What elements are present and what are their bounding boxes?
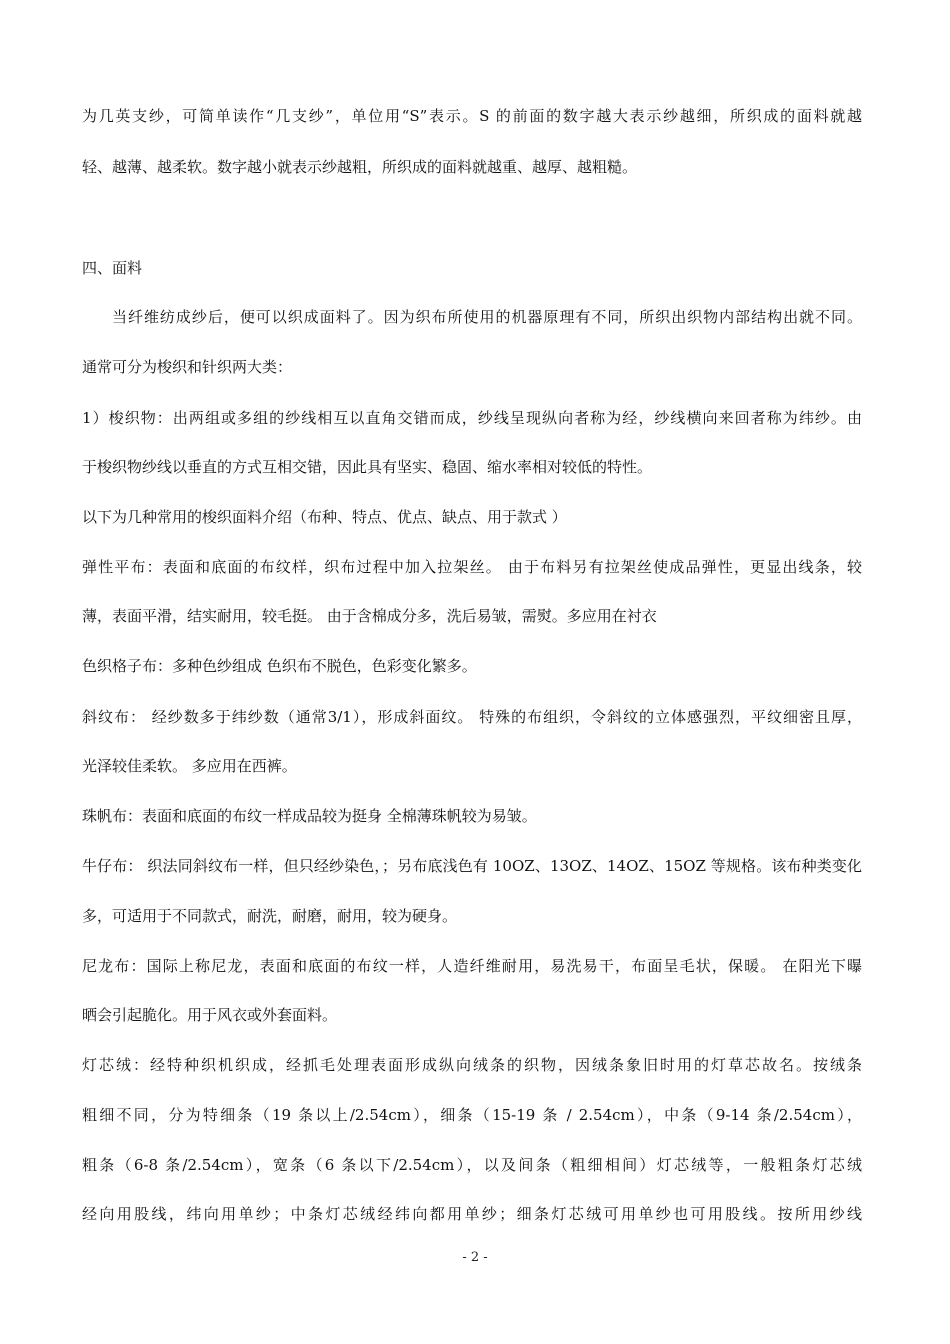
paragraph-line: 斜纹布： 经纱数多于纬纱数（通常3/1），形成斜面纹。 特殊的布组织，令斜纹的立体感强烈，平纹细密且厚， xyxy=(82,708,862,726)
paragraph-line: 多，可适用于不同款式，耐洗，耐磨，耐用，较为硬身。 xyxy=(82,907,458,925)
paragraph-line: 以下为几种常用的梭织面料介绍（布种、特点、优点、缺点、用于款式 ） xyxy=(82,508,567,526)
paragraph-line: 为几英支纱，可简单读作“几支纱”，单位用“S”表示。S 的前面的数字越大表示纱越细，所织成的面料就越 xyxy=(82,107,862,125)
paragraph-line: 色织格子布：多种色纱组成 色织布不脱色，色彩变化繁多。 xyxy=(82,657,477,675)
paragraph-line: 牛仔布： 织法同斜纹布一样，但只经纱染色，；另布底浅色有 10OZ、13OZ、14OZ、15OZ 等规格。该布种类变化 xyxy=(82,857,862,875)
paragraph-line: 经向用股线，纬向用单纱；中条灯芯绒经纬向都用单纱；细条灯芯绒可用单纱也可用股线。按所用纱线 xyxy=(82,1205,862,1223)
paragraph-line: 轻、越薄、越柔软。数字越小就表示纱越粗，所织成的面料就越重、越厚、越粗糙。 xyxy=(82,158,638,176)
paragraph-line: 光泽较佳柔软。 多应用在西裤。 xyxy=(82,757,297,775)
paragraph-line: 晒会引起脆化。用于风衣或外套面料。 xyxy=(82,1006,338,1024)
paragraph-line: 珠帆布：表面和底面的布纹一样成品较为挺身 全棉薄珠帆较为易皱。 xyxy=(82,807,537,825)
paragraph-line: 粗条（6-8 条/2.54cm），宽条（6 条以下/2.54cm），以及间条（粗细相间）灯芯绒等，一般粗条灯芯绒 xyxy=(82,1156,862,1174)
page-number: - 2 - xyxy=(462,1250,488,1265)
paragraph-line: 通常可分为梭织和针织两大类： xyxy=(82,358,293,376)
paragraph-line: 粗细不同，分为特细条（19 条以上/2.54cm），细条（15-19 条 / 2.54cm），中条（9-14 条/2.54cm）， xyxy=(82,1106,862,1124)
paragraph-line: 于梭织物纱线以垂直的方式互相交错，因此具有坚实、稳固、缩水率相对较低的特性。 xyxy=(82,458,653,476)
paragraph-line: 弹性平布：表面和底面的布纹样，织布过程中加入拉架丝。 由于布料另有拉架丝使成品弹性，更显出线条，较 xyxy=(82,558,862,576)
paragraph-line: 灯芯绒：经特种织机织成，经抓毛处理表面形成纵向绒条的织物，因绒条象旧时用的灯草芯故名。按绒条 xyxy=(82,1056,862,1074)
section-heading: 四、面料 xyxy=(82,259,143,277)
paragraph-line: 当纤维纺成纱后，便可以织成面料了。因为织布所使用的机器原理有不同，所织出织物内部结构出就不同。 xyxy=(112,308,862,326)
paragraph-line: 1）梭织物：出两组或多组的纱线相互以直角交错而成，纱线呈现纵向者称为经，纱线横向来回者称为纬纱。由 xyxy=(82,409,862,427)
paragraph-line: 薄，表面平滑，结实耐用，较毛挺。 由于含棉成分多，洗后易皱，需熨。多应用在衬衣 xyxy=(82,607,657,625)
paragraph-line: 尼龙布：国际上称尼龙，表面和底面的布纹一样，人造纤维耐用，易洗易干，布面呈毛状，保暖。 在阳光下曝 xyxy=(82,957,862,975)
